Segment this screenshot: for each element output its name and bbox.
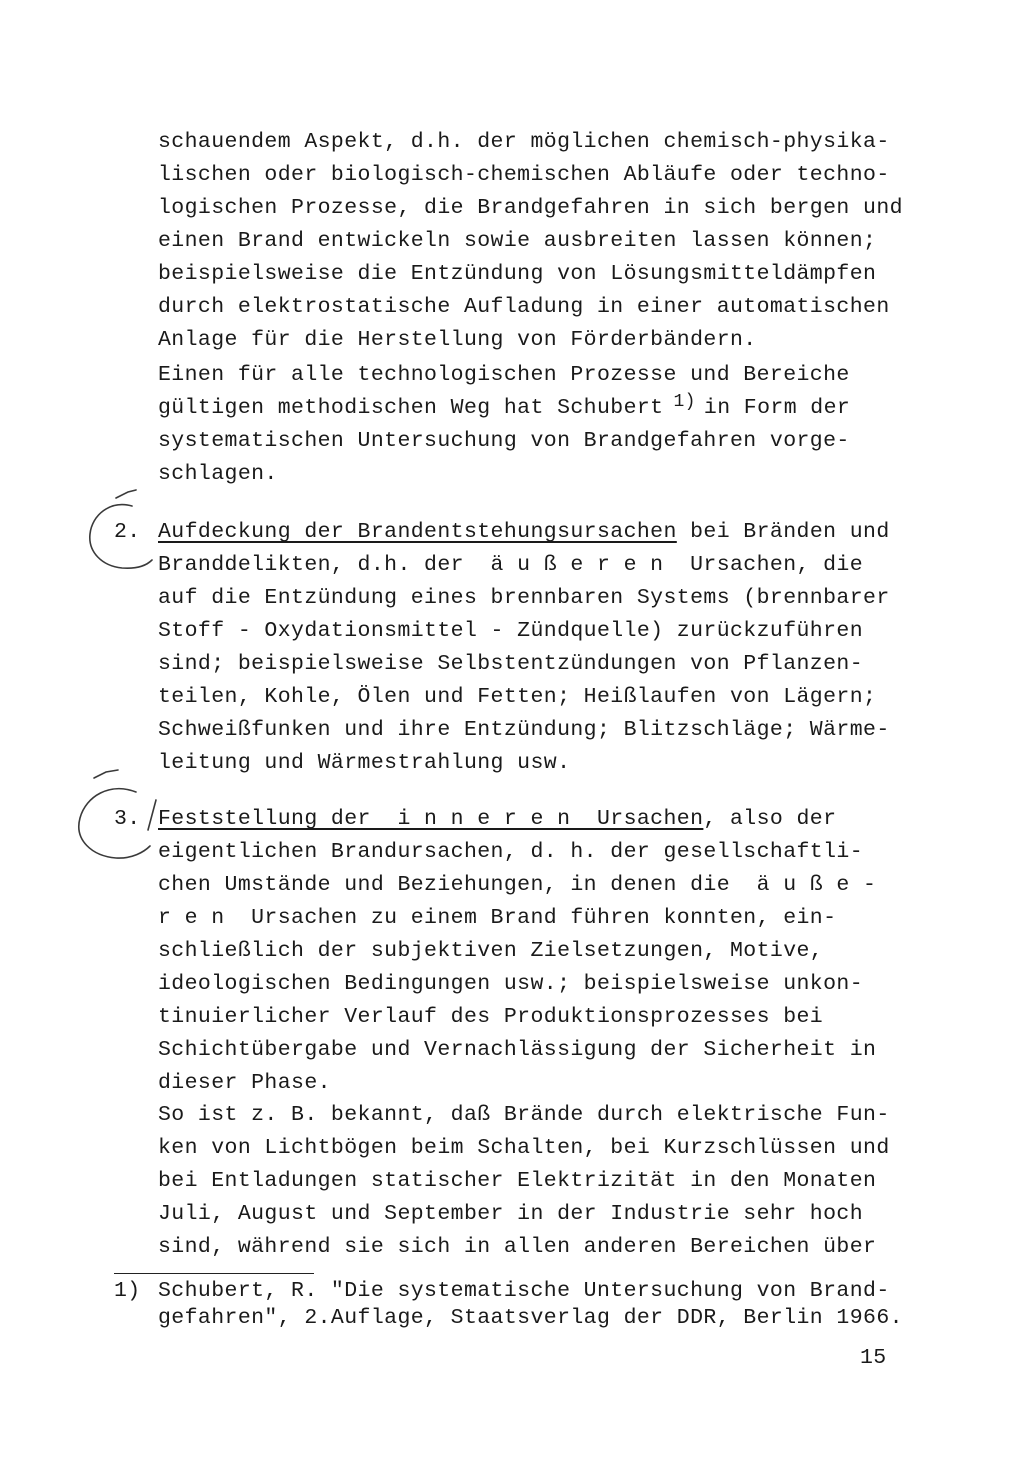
text-line: systematischen Untersuchung von Brandgefahren vorge-	[158, 429, 850, 453]
pencil-tick-mark-item-3	[94, 770, 118, 778]
pencil-slash-mark-item-3	[148, 800, 156, 830]
text-line: durch elektrostatische Aufladung in einer automatischen	[158, 295, 890, 319]
text-line: leitung und Wärmestrahlung usw.	[158, 751, 571, 775]
text-line: Anlage für die Herstellung von Förderbändern.	[158, 328, 757, 352]
text-line: schließlich der subjektiven Zielsetzungen, Motive,	[158, 939, 824, 963]
text-line: dieser Phase.	[158, 1071, 331, 1095]
text-line: chen Umstände und Beziehungen, in denen die ä u ß e -	[158, 873, 877, 897]
text-line: einen Brand entwickeln sowie ausbreiten lassen können;	[158, 229, 877, 253]
item-heading: Feststellung der i n n e r e n Ursachen	[158, 807, 704, 831]
item-heading-line	[158, 516, 890, 549]
item-number: 3.	[114, 807, 141, 831]
text-line: Schweißfunken und ihre Entzündung; Blitzschläge; Wärme-	[158, 718, 890, 742]
text-line: bei Entladungen statischer Elektrizität in den Monaten	[158, 1169, 877, 1193]
item-heading: Aufdeckung der Brandentstehungsursachen	[158, 520, 677, 544]
text-line: Branddelikten, d.h. der ä u ß e r e n Ursachen, die	[158, 553, 864, 577]
item-heading-line	[158, 803, 836, 836]
footnote-line: Schubert, R. "Die systematische Untersuchung von Brand-	[158, 1279, 890, 1303]
text-line: auf die Entzündung eines brennbaren Systems (brennbarer	[158, 586, 890, 610]
text-line: schauendem Aspekt, d.h. der möglichen chemisch-physika-	[158, 130, 890, 154]
text-line: ken von Lichtbögen beim Schalten, bei Kurzschlüssen und	[158, 1136, 890, 1160]
text-line: sind, während sie sich in allen anderen Bereichen über	[158, 1235, 877, 1259]
item-number: 2.	[114, 520, 141, 544]
footnote-line: gefahren", 2.Auflage, Staatsverlag der DDR, Berlin 1966.	[158, 1306, 903, 1330]
text-segment: in Form der	[703, 396, 851, 420]
text-line: Juli, August und September in der Industrie sehr hoch	[158, 1202, 864, 1226]
text-line: Schichtübergabe und Vernachlässigung der Sicherheit in	[158, 1038, 877, 1062]
text-line: teilen, Kohle, Ölen und Fetten; Heißlaufen von Lägern;	[158, 685, 877, 709]
text-line: ideologischen Bedingungen usw.; beispielsweise unkon-	[158, 972, 864, 996]
text-line-with-footnote-ref	[158, 392, 850, 426]
text-line: logischen Prozesse, die Brandgefahren in sich bergen und	[158, 196, 903, 220]
text-line: So ist z. B. bekannt, daß Brände durch elektrische Fun-	[158, 1103, 890, 1127]
pencil-tick-mark-item-2	[116, 490, 136, 498]
text-line: lischen oder biologisch-chemischen Abläufe oder techno-	[158, 163, 890, 187]
text-line: schlagen.	[158, 462, 278, 486]
footnote-marker: 1)	[114, 1279, 141, 1303]
text-line: Stoff - Oxydationsmittel - Zündquelle) zurückzuführen	[158, 619, 864, 643]
text-line: beispielsweise die Entzündung von Lösungsmitteldämpfen	[158, 262, 877, 286]
footnote-divider	[114, 1273, 314, 1274]
page-number: 15	[860, 1346, 887, 1370]
text-segment: , also der	[703, 807, 837, 831]
text-segment: gültigen methodischen Weg hat Schubert	[158, 396, 664, 420]
text-line: eigentlichen Brandursachen, d. h. der gesellschaftli-	[158, 840, 864, 864]
footnote-reference: 1)	[673, 392, 696, 412]
text-line: sind; beispielsweise Selbstentzündungen von Pflanzen-	[158, 652, 864, 676]
text-line: Einen für alle technologischen Prozesse und Bereiche	[158, 363, 850, 387]
text-segment: bei Bränden und	[676, 520, 890, 544]
text-line: r e n Ursachen zu einem Brand führen konnten, ein-	[158, 906, 837, 930]
text-line: tinuierlicher Verlauf des Produktionsprozesses bei	[158, 1005, 824, 1029]
